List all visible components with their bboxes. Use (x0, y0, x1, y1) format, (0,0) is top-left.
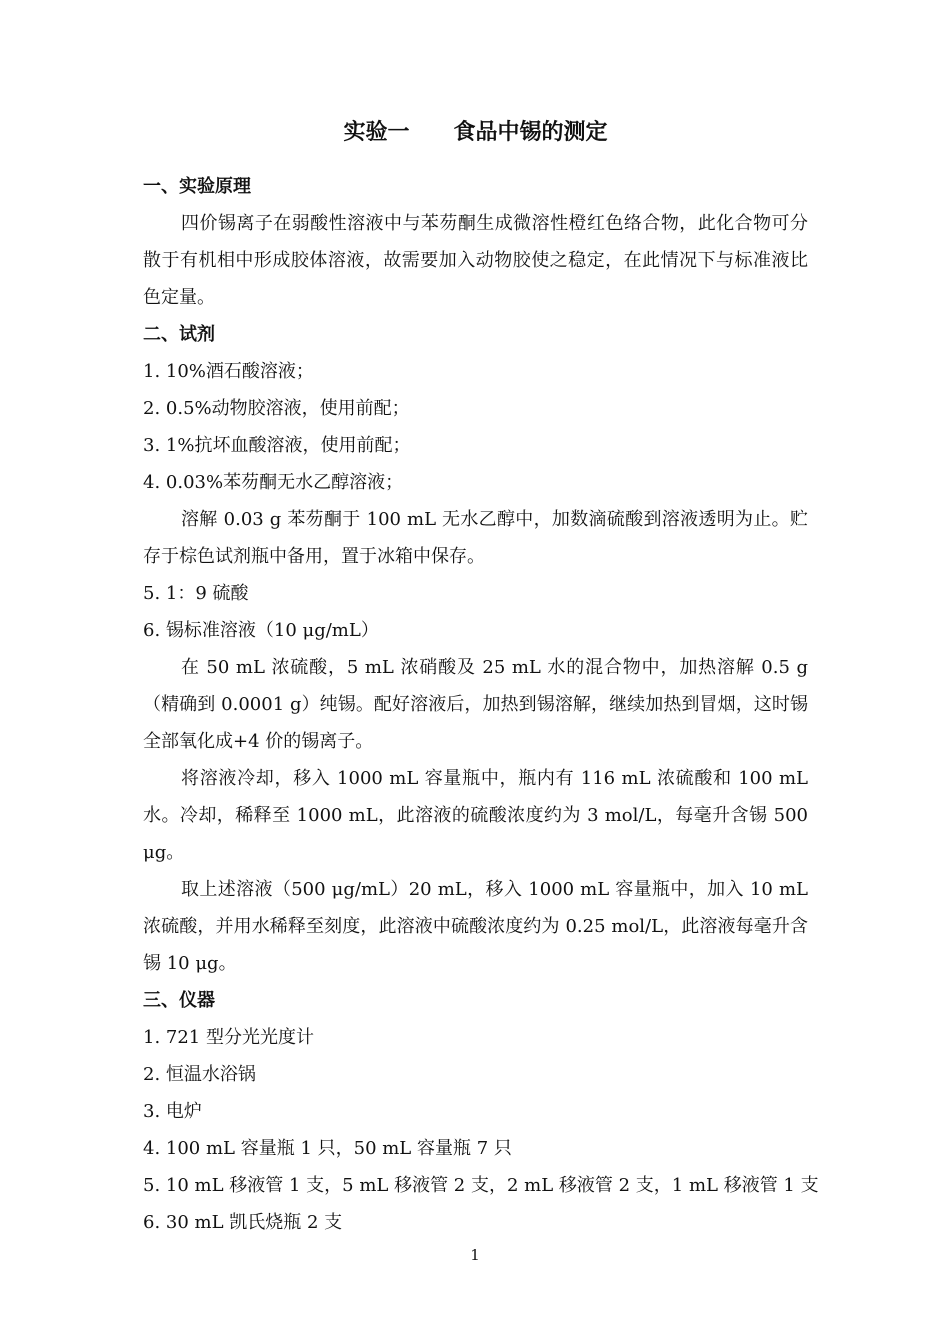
reagent-item-6-paragraph-3: 取上述溶液（500 μg/mL）20 mL，移入 1000 mL 容量瓶中，加入 10 mL 浓硫酸，并用水稀释至刻度，此溶液中硫酸浓度约为 0.25 mol/L，此溶液每毫升含锡 10 μg。 (143, 879, 808, 974)
reagent-item-6: 6. 锡标准溶液（10 μg/mL） (143, 620, 379, 641)
instrument-item-5: 5. 10 mL 移液管 1 支，5 mL 移液管 2 支，2 mL 移液管 2 支，1 mL 移液管 1 支 (143, 1175, 819, 1196)
reagent-item-3: 3. 1%抗坏血酸溶液，使用前配； (143, 435, 411, 456)
instrument-item-3: 3. 电炉 (143, 1101, 202, 1122)
reagent-item-4-detail: 溶解 0.03 g 苯芴酮于 100 mL 无水乙醇中，加数滴硫酸到溶液透明为止。贮存于棕色试剂瓶中备用，置于冰箱中保存。 (143, 509, 808, 567)
section-heading-reagents: 二、试剂 (143, 324, 215, 345)
principle-paragraph: 四价锡离子在弱酸性溶液中与苯芴酮生成微溶性橙红色络合物，此化合物可分散于有机相中形成胶体溶液，故需要加入动物胶使之稳定，在此情况下与标准液比色定量。 (143, 213, 808, 308)
page-title: 实验一 食品中锡的测定 (343, 119, 608, 145)
reagent-item-4: 4. 0.03%苯芴酮无水乙醇溶液； (143, 472, 404, 493)
section-heading-principle: 一、实验原理 (143, 176, 251, 197)
reagent-item-6-paragraph-2: 将溶液冷却，移入 1000 mL 容量瓶中，瓶内有 116 mL 浓硫酸和 100 mL 水。冷却，稀释至 1000 mL，此溶液的硫酸浓度约为 3 mol/L，每毫升含锡 500 μg。 (143, 768, 808, 863)
reagent-item-1: 1. 10%酒石酸溶液； (143, 361, 314, 382)
reagent-item-2: 2. 0.5%动物胶溶液，使用前配； (143, 398, 410, 419)
reagent-item-6-paragraph-1: 在 50 mL 浓硫酸，5 mL 浓硝酸及 25 mL 水的混合物中，加热溶解 0.5 g（精确到 0.0001 g）纯锡。配好溶液后，加热到锡溶解，继续加热到冒烟，这时锡全部氧化成+4 价的锡离子。 (143, 657, 808, 752)
section-heading-instruments: 三、仪器 (143, 990, 215, 1011)
page-number: 1 (470, 1246, 480, 1264)
instrument-item-6: 6. 30 mL 凯氏烧瓶 2 支 (143, 1212, 343, 1233)
instrument-item-1: 1. 721 型分光光度计 (143, 1027, 314, 1048)
instrument-item-2: 2. 恒温水浴锅 (143, 1064, 256, 1085)
reagent-item-5: 5. 1：9 硫酸 (143, 583, 249, 604)
instrument-item-4: 4. 100 mL 容量瓶 1 只，50 mL 容量瓶 7 只 (143, 1138, 512, 1159)
